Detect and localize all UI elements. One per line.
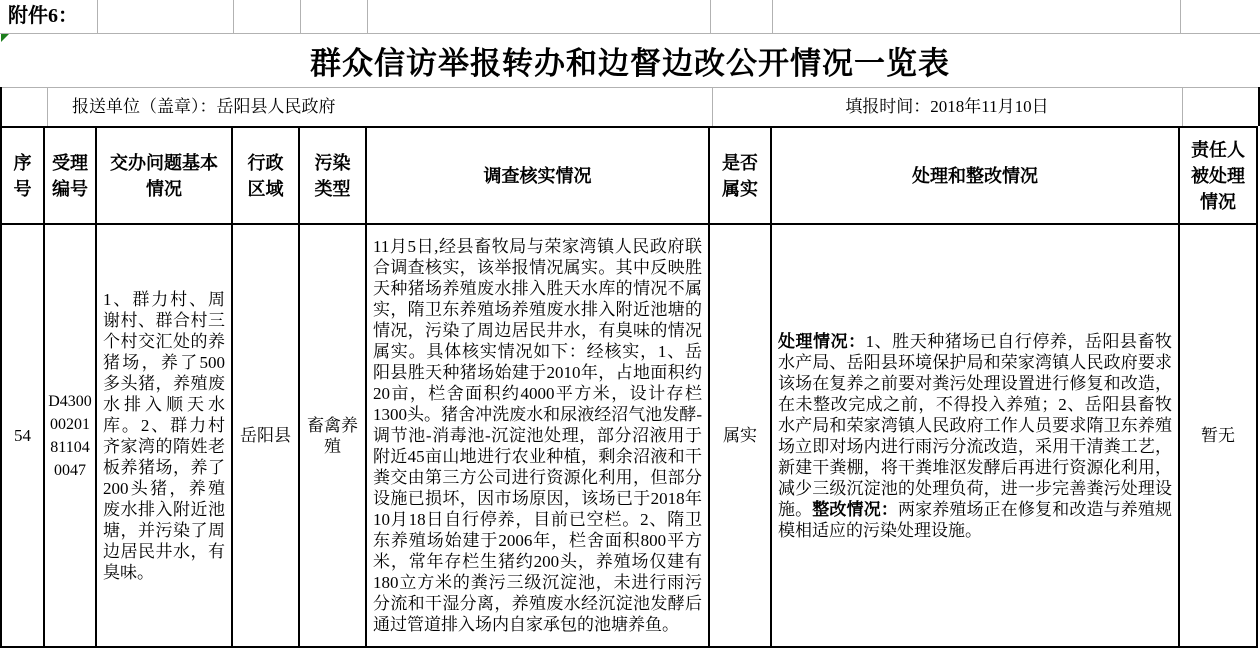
col-header-is-true[interactable]: 是否属实 xyxy=(710,128,772,225)
investigation-text: 11月5日,经县畜牧局与荣家湾镇人民政府联合调查核实，该举报情况属实。其中反映胜天种猪场养殖废水排入胜天水库的情况不属实，隋卫东养殖场养殖废水排入附近池塘的情况，污染了周边居民井水，有臭味的情况属实。具体核实情况如下：经核实，1、岳阳县胜天种猪场始建于2010年，占地面积约20亩，栏舍面积约4000平方米，设计存栏1300头。猪舍冲洗废水和尿液经沼气池发酵-调节池-消毒池-沉淀池处理，部分沼液用于附近45亩山地进行农业种植，剩余沼液和干粪交由第三方公司进行资源化利用，但部分设施已损坏，因市场原因，该场已于2018年10月18日自行停养，目前已空栏。2、隋卫东养殖场始建于2006年，栏舍面积800平方米，常年存栏生猪约200头，养殖场仅建有180立方米的粪污三级沉淀池，未进行雨污分流和干湿分离，养殖废水经沉淀池发酵后通过管道排入场内自家承包的池塘养鱼。 xyxy=(373,237,702,634)
pollution-type-value: 畜禽养殖 xyxy=(307,415,358,456)
col-header-case-no[interactable]: 受理编号 xyxy=(45,128,97,225)
region-value: 岳阳县 xyxy=(240,426,291,445)
col-header-investigation[interactable]: 调查核实情况 xyxy=(367,128,710,225)
gridline xyxy=(710,0,711,33)
meta-row[interactable] xyxy=(0,87,1260,126)
gridline xyxy=(367,0,368,33)
title-row[interactable] xyxy=(0,33,1260,87)
cell-handling[interactable] xyxy=(772,225,1180,646)
problem-text: 1、群力村、周谢村、群合村三个村交汇处的养猪场，养了500多头猪，养殖废水排入顺天水库。2、群力村齐家湾的隋姓老板养猪场，养了200头猪，养殖废水排入附近池塘，并污染了周边居民井水，有臭味。 xyxy=(103,289,225,582)
cell-problem[interactable] xyxy=(97,225,233,646)
cell-investigation[interactable] xyxy=(367,225,710,646)
col-header-region[interactable]: 行政区域 xyxy=(233,128,300,225)
case-no-value: D430000201811040047 xyxy=(48,392,92,479)
fill-date-label: 填报时间：2018年11月10日 xyxy=(845,97,1049,116)
col-header-accountability[interactable]: 责任人被处理情况 xyxy=(1180,128,1256,225)
cell-pollution-type[interactable] xyxy=(300,225,367,646)
attachment-label: 附件6： xyxy=(8,5,78,27)
gridline xyxy=(1180,0,1181,33)
gridline xyxy=(772,0,773,33)
rectify-label: 整改情况： xyxy=(812,499,898,519)
cell-accountability[interactable] xyxy=(1180,225,1256,646)
cell-corner-indicator-icon xyxy=(1,34,9,42)
handling-label: 处理情况： xyxy=(778,331,866,351)
col-header-pollution-type[interactable]: 污染类型 xyxy=(300,128,367,225)
col-header-seq[interactable]: 序号 xyxy=(2,128,45,225)
gridline xyxy=(97,0,98,33)
is-true-value: 属实 xyxy=(723,426,757,445)
cell-region[interactable] xyxy=(233,225,300,646)
cell-case-no[interactable] xyxy=(45,225,97,646)
page-title: 群众信访举报转办和边督边改公开情况一览表 xyxy=(310,45,950,81)
top-grid-strip xyxy=(0,0,1260,33)
report-table xyxy=(0,126,1258,648)
gridline xyxy=(47,87,48,126)
accountability-value: 暂无 xyxy=(1201,426,1235,445)
gridline xyxy=(233,0,234,33)
cell-seq[interactable] xyxy=(2,225,45,646)
col-header-handling[interactable]: 处理和整改情况 xyxy=(772,128,1180,225)
handling-text-block xyxy=(772,329,1178,543)
gridline xyxy=(1182,87,1183,126)
col-header-problem[interactable]: 交办问题基本情况 xyxy=(97,128,233,225)
handling-text: 1、胜天种猪场已自行停养，岳阳县畜牧水产局、岳阳县环境保护局和荣家湾镇人民政府要求该场在复养之前要对粪污处理设置进行修复和改造，在未整改完成之前，不得投入养殖；2、岳阳县畜牧水产局和荣家湾镇人民政府工作人员要求隋卫东养殖场立即对场内进行雨污分流改造，采用干清粪工艺，新建干粪棚，将干粪堆沤发酵后再进行资源化利用，减少三级沉淀池的处理负荷，进一步完善粪污处理设施。 xyxy=(778,331,1173,519)
rectify-text: 两家养殖场正在修复和改造与养殖规模相适应的污染处理设施。 xyxy=(778,499,1173,540)
seq-value: 54 xyxy=(14,426,31,445)
gridline xyxy=(300,0,301,33)
report-unit-label: 报送单位（盖章）：岳阳县人民政府 xyxy=(72,97,336,116)
cell-is-true[interactable] xyxy=(710,225,772,646)
